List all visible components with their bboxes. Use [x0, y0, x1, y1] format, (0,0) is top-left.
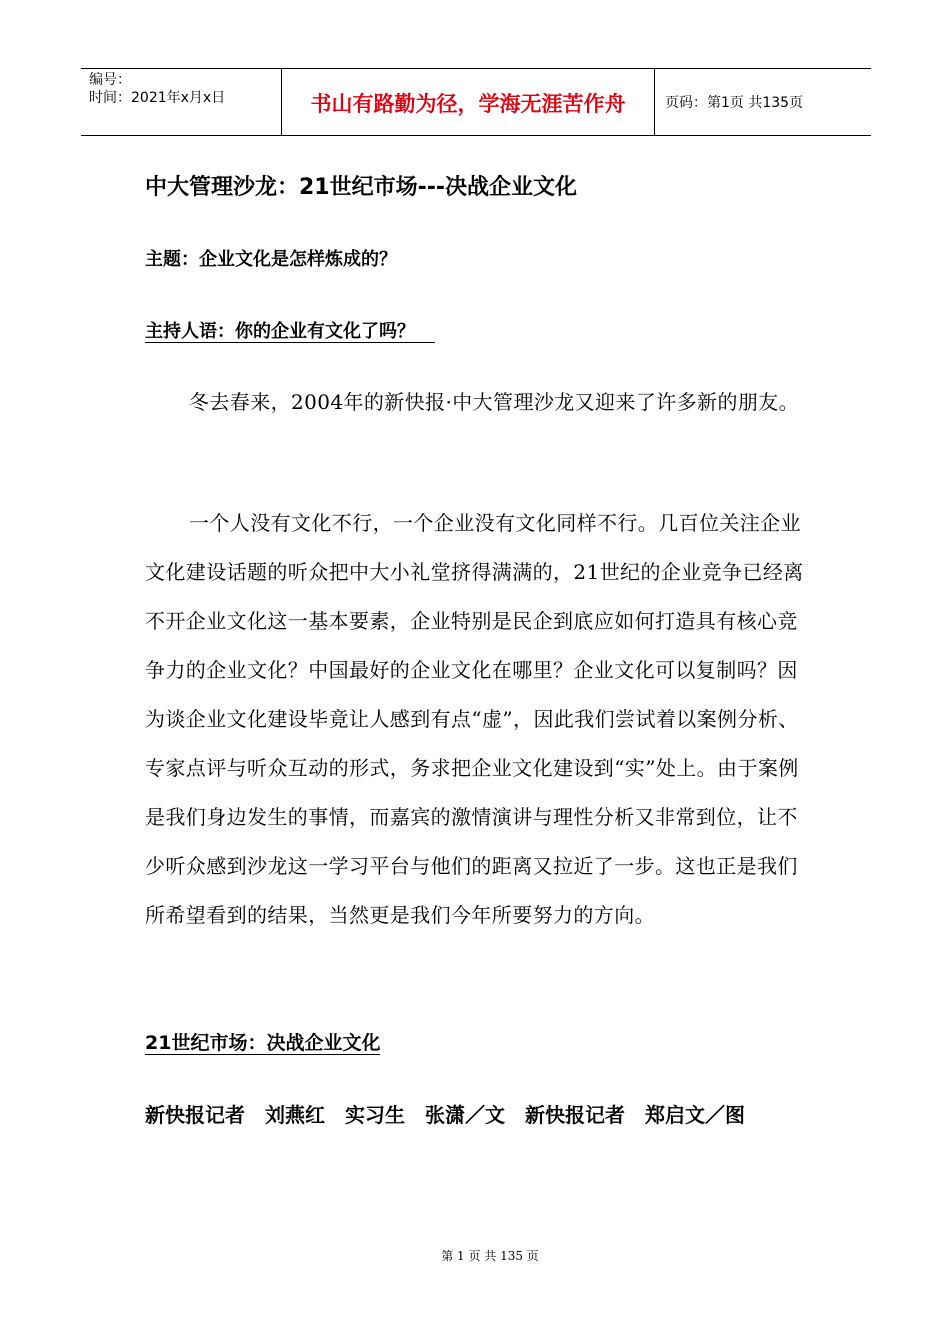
section-heading [145, 1028, 805, 1055]
paragraph-main: 一个人没有文化不行，一个企业没有文化同样不行。几百位关注企业文化建设话题的听众把中大小礼堂挤得满满的，21世纪的企业竞争已经离不开企业文化这一基本要素，企业特别是民企到底应如何打造具有核心竞争力的企业文化？中国最好的企业文化在哪里？企业文化可以复制吗？因为谈企业文化建设毕竟让人感到有点“虚”，因此我们尝试着以案例分析、专家点评与听众互动的形式，务求把企业文化建设到“实”处上。由于案例是我们身边发生的事情，而嘉宾的激情演讲与理性分析又非常到位，让不少听众感到沙龙这一学习平台与他们的距离又拉近了一步。这也正是我们所希望看到的结果，当然更是我们今年所要努力的方向。 [145, 511, 804, 927]
header-meta-cell [81, 69, 282, 135]
byline: 新快报记者 刘燕红 实习生 张潇／文 新快报记者 郑启文／图 [145, 1103, 745, 1127]
page-footer: 第 1 页 共 135 页 [441, 1249, 539, 1263]
host-heading [145, 317, 805, 343]
document-subtitle: 主题：企业文化是怎样炼成的？ [145, 249, 397, 270]
host-heading-text: 主持人语：你的企业有文化了吗？ [145, 321, 435, 343]
document-title: 中大管理沙龙：21世纪市场---决战企业文化 [145, 175, 578, 200]
document-header [81, 68, 871, 136]
header-motto: 书山有路勤为径，学海无涯苦作舟 [282, 69, 655, 135]
section-heading-text: 21世纪市场：决战企业文化 [145, 1032, 381, 1054]
date-label: 时间：2021年x月x日 [89, 90, 226, 106]
paragraph-intro: 冬去春来，2004年的新快报·中大管理沙龙又迎来了许多新的朋友。 [189, 390, 800, 414]
number-label: 编号： [89, 72, 131, 88]
header-page-info: 页码：第1页 共135页 [665, 95, 804, 111]
